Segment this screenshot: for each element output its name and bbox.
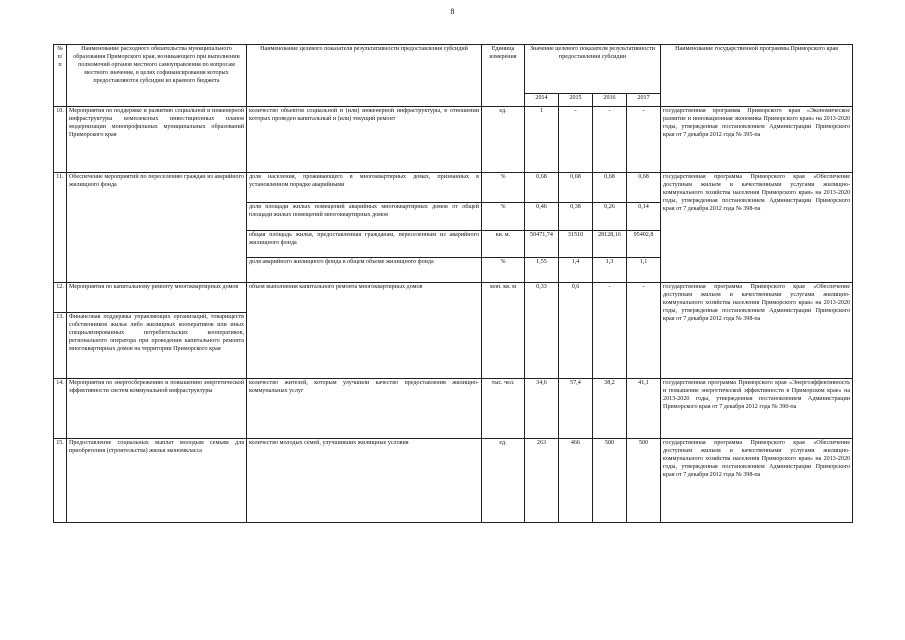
row-obligation: Мероприятия по энергосбережению и повышению энергетической эффективности систем коммунальной инфраструктуры [67, 379, 247, 439]
row-value: 41,1 [627, 379, 661, 439]
row-unit: ед. [482, 107, 525, 173]
row-value: 50471,74 [525, 231, 559, 258]
row-value: 466 [559, 439, 593, 523]
row-unit: тыс. чел. [482, 379, 525, 439]
header-obligation: Наименование расходного обязательства муниципального образования Приморского края, возникающего при выполнении полномочий органов местного самоуправления по вопросам местного значения, в целях софинансирования которых предоставляются субсидии из краевого бюджета [67, 45, 247, 107]
row-indicator: доля аварийного жилищного фонда в общем объеме жилищного фонда [247, 258, 482, 283]
row-value: 1,3 [593, 258, 627, 283]
table-row [54, 173, 853, 203]
row-value: - [559, 107, 593, 173]
row-indicator: доля населения, проживающего в многоквартирных домах, признанных в установленном порядке аварийными [247, 173, 482, 203]
row-value: 95402,8 [627, 231, 661, 258]
row-value: - [593, 107, 627, 173]
row-program: государственная программа Приморского края «Экономическое развитие и инновационная экономика Приморского края» на 2013-2020 годы, утвержденная постановлением Администрации Приморского края от 7 декабря 2012 года № 395-па [661, 107, 853, 173]
row-value: 263 [525, 439, 559, 523]
row-value: 0,46 [525, 203, 559, 231]
row-program: государственная программа Приморского края «Энергоэффективность и повышение энергетической эффективности в Приморском крае» на 2013-2020 годы, утвержденная постановлением Администрации Приморского края от 7 декабря 2012 года № 390-па [661, 379, 853, 439]
row-value: 1,1 [627, 258, 661, 283]
page-number: 8 [450, 7, 455, 16]
row-unit: кв. м. [482, 231, 525, 258]
table-row [54, 283, 853, 313]
row-value: 1 [525, 107, 559, 173]
row-num: 12. [54, 283, 67, 313]
header-num: № п/п [54, 45, 67, 107]
row-value: 31510 [559, 231, 593, 258]
header-program: Наименование государственной программы Приморского края [661, 45, 853, 107]
row-value: 500 [627, 439, 661, 523]
row-obligation: Финансовая поддержка управляющих организаций, товариществ собственников жилья либо жилищных кооперативов или иных специализированных потребительских кооперативов, регионального оператора при проведении капитального ремонта многоквартирных домов на территории Приморского края [67, 313, 247, 379]
row-unit: ед. [482, 439, 525, 523]
row-program: государственная программа Приморского края «Обеспечение доступным жильем и качественными услугами жилищно-коммунального хозяйства населения Приморского края» на 2013-2020 годы, утвержденная постановлением Администрации Приморского края от 7 декабря 2012 года № 398-па [661, 439, 853, 523]
header-value-group: Значение целевого показателя результативности предоставления субсидии [525, 45, 661, 94]
row-num: 13. [54, 313, 67, 379]
header-unit: Единица измерения [482, 45, 525, 107]
row-value: 57,4 [559, 379, 593, 439]
row-unit: млн. кв. м [482, 283, 525, 379]
row-value: 0,68 [593, 173, 627, 203]
header-year: 2017 [627, 94, 661, 107]
row-value: 0,33 [525, 283, 559, 379]
row-indicator: количество молодых семей, улучшивших жилищные условия [247, 439, 482, 523]
table-row [54, 439, 853, 523]
row-value: 500 [593, 439, 627, 523]
row-indicator: объем выполнения капитального ремонта многоквартирных домов [247, 283, 482, 379]
row-unit: % [482, 203, 525, 231]
header-year: 2015 [559, 94, 593, 107]
row-value: - [627, 107, 661, 173]
row-num: 10. [54, 107, 67, 173]
row-indicator: количество жителей, которым улучшили качество предоставления жилищно-коммунальных услуг [247, 379, 482, 439]
row-obligation: Предоставление социальных выплат молодым семьям для приобретения (строительства) жилья экономкласса [67, 439, 247, 523]
row-unit: % [482, 173, 525, 203]
row-value: 1,4 [559, 258, 593, 283]
row-value: - [593, 283, 627, 379]
row-value: 0,6 [559, 283, 593, 379]
row-value: 0,68 [559, 173, 593, 203]
row-value: 0,38 [559, 203, 593, 231]
header-year: 2016 [593, 94, 627, 107]
table-row [54, 379, 853, 439]
row-obligation: Обеспечение мероприятий по переселению граждан из аварийного жилищного фонда [67, 173, 247, 283]
row-num: 14. [54, 379, 67, 439]
row-program: государственная программа Приморского края «Обеспечение доступным жильем и качественными услугами жилищно-коммунального хозяйства населения Приморского края» на 2013-2020 годы, утвержденная постановлением Администрации Приморского края от 7 декабря 2012 года № 398-па [661, 173, 853, 283]
row-value: 38,2 [593, 379, 627, 439]
header-year: 2014 [525, 94, 559, 107]
row-program: государственная программа Приморского края «Обеспечение доступным жильем и качественными услугами жилищно-коммунального хозяйства населения Приморского края» на 2013-2020 годы, утвержденная постановлением Администрации Приморского края от 7 декабря 2012 года № 398-па [661, 283, 853, 379]
row-value: 0,26 [593, 203, 627, 231]
row-num: 11. [54, 173, 67, 283]
row-value: 1,55 [525, 258, 559, 283]
row-unit: % [482, 258, 525, 283]
row-value: 34,6 [525, 379, 559, 439]
row-value: 28128,16 [593, 231, 627, 258]
row-indicator: доля площади жилых помещений аварийных многоквартирных домов от общей площади жилых помещений многоквартирных домов [247, 203, 482, 231]
row-value: 0,14 [627, 203, 661, 231]
table-row [54, 107, 853, 173]
row-indicator: общая площадь жилья, предоставленная гражданам, переселенным из аварийного жилищного фонда [247, 231, 482, 258]
row-obligation: Мероприятия по капитальному ремонту многоквартирных домов [67, 283, 247, 313]
row-num: 15. [54, 439, 67, 523]
row-value: 0,68 [627, 173, 661, 203]
row-obligation: Мероприятия по поддержке и развитию социальной и инженерной инфраструктуры комплексных инвестиционных планов модернизации монопрофильных муниципальных образований Приморского края [67, 107, 247, 173]
header-indicator: Наименование целевого показателя результативности предоставления субсидий [247, 45, 482, 107]
row-value: 0,68 [525, 173, 559, 203]
subsidy-indicators-table [53, 44, 853, 523]
row-value: - [627, 283, 661, 379]
row-indicator: количество объектов социальной и (или) инженерной инфраструктуры, в отношении которых проведен капитальный и (или) текущий ремонт [247, 107, 482, 173]
